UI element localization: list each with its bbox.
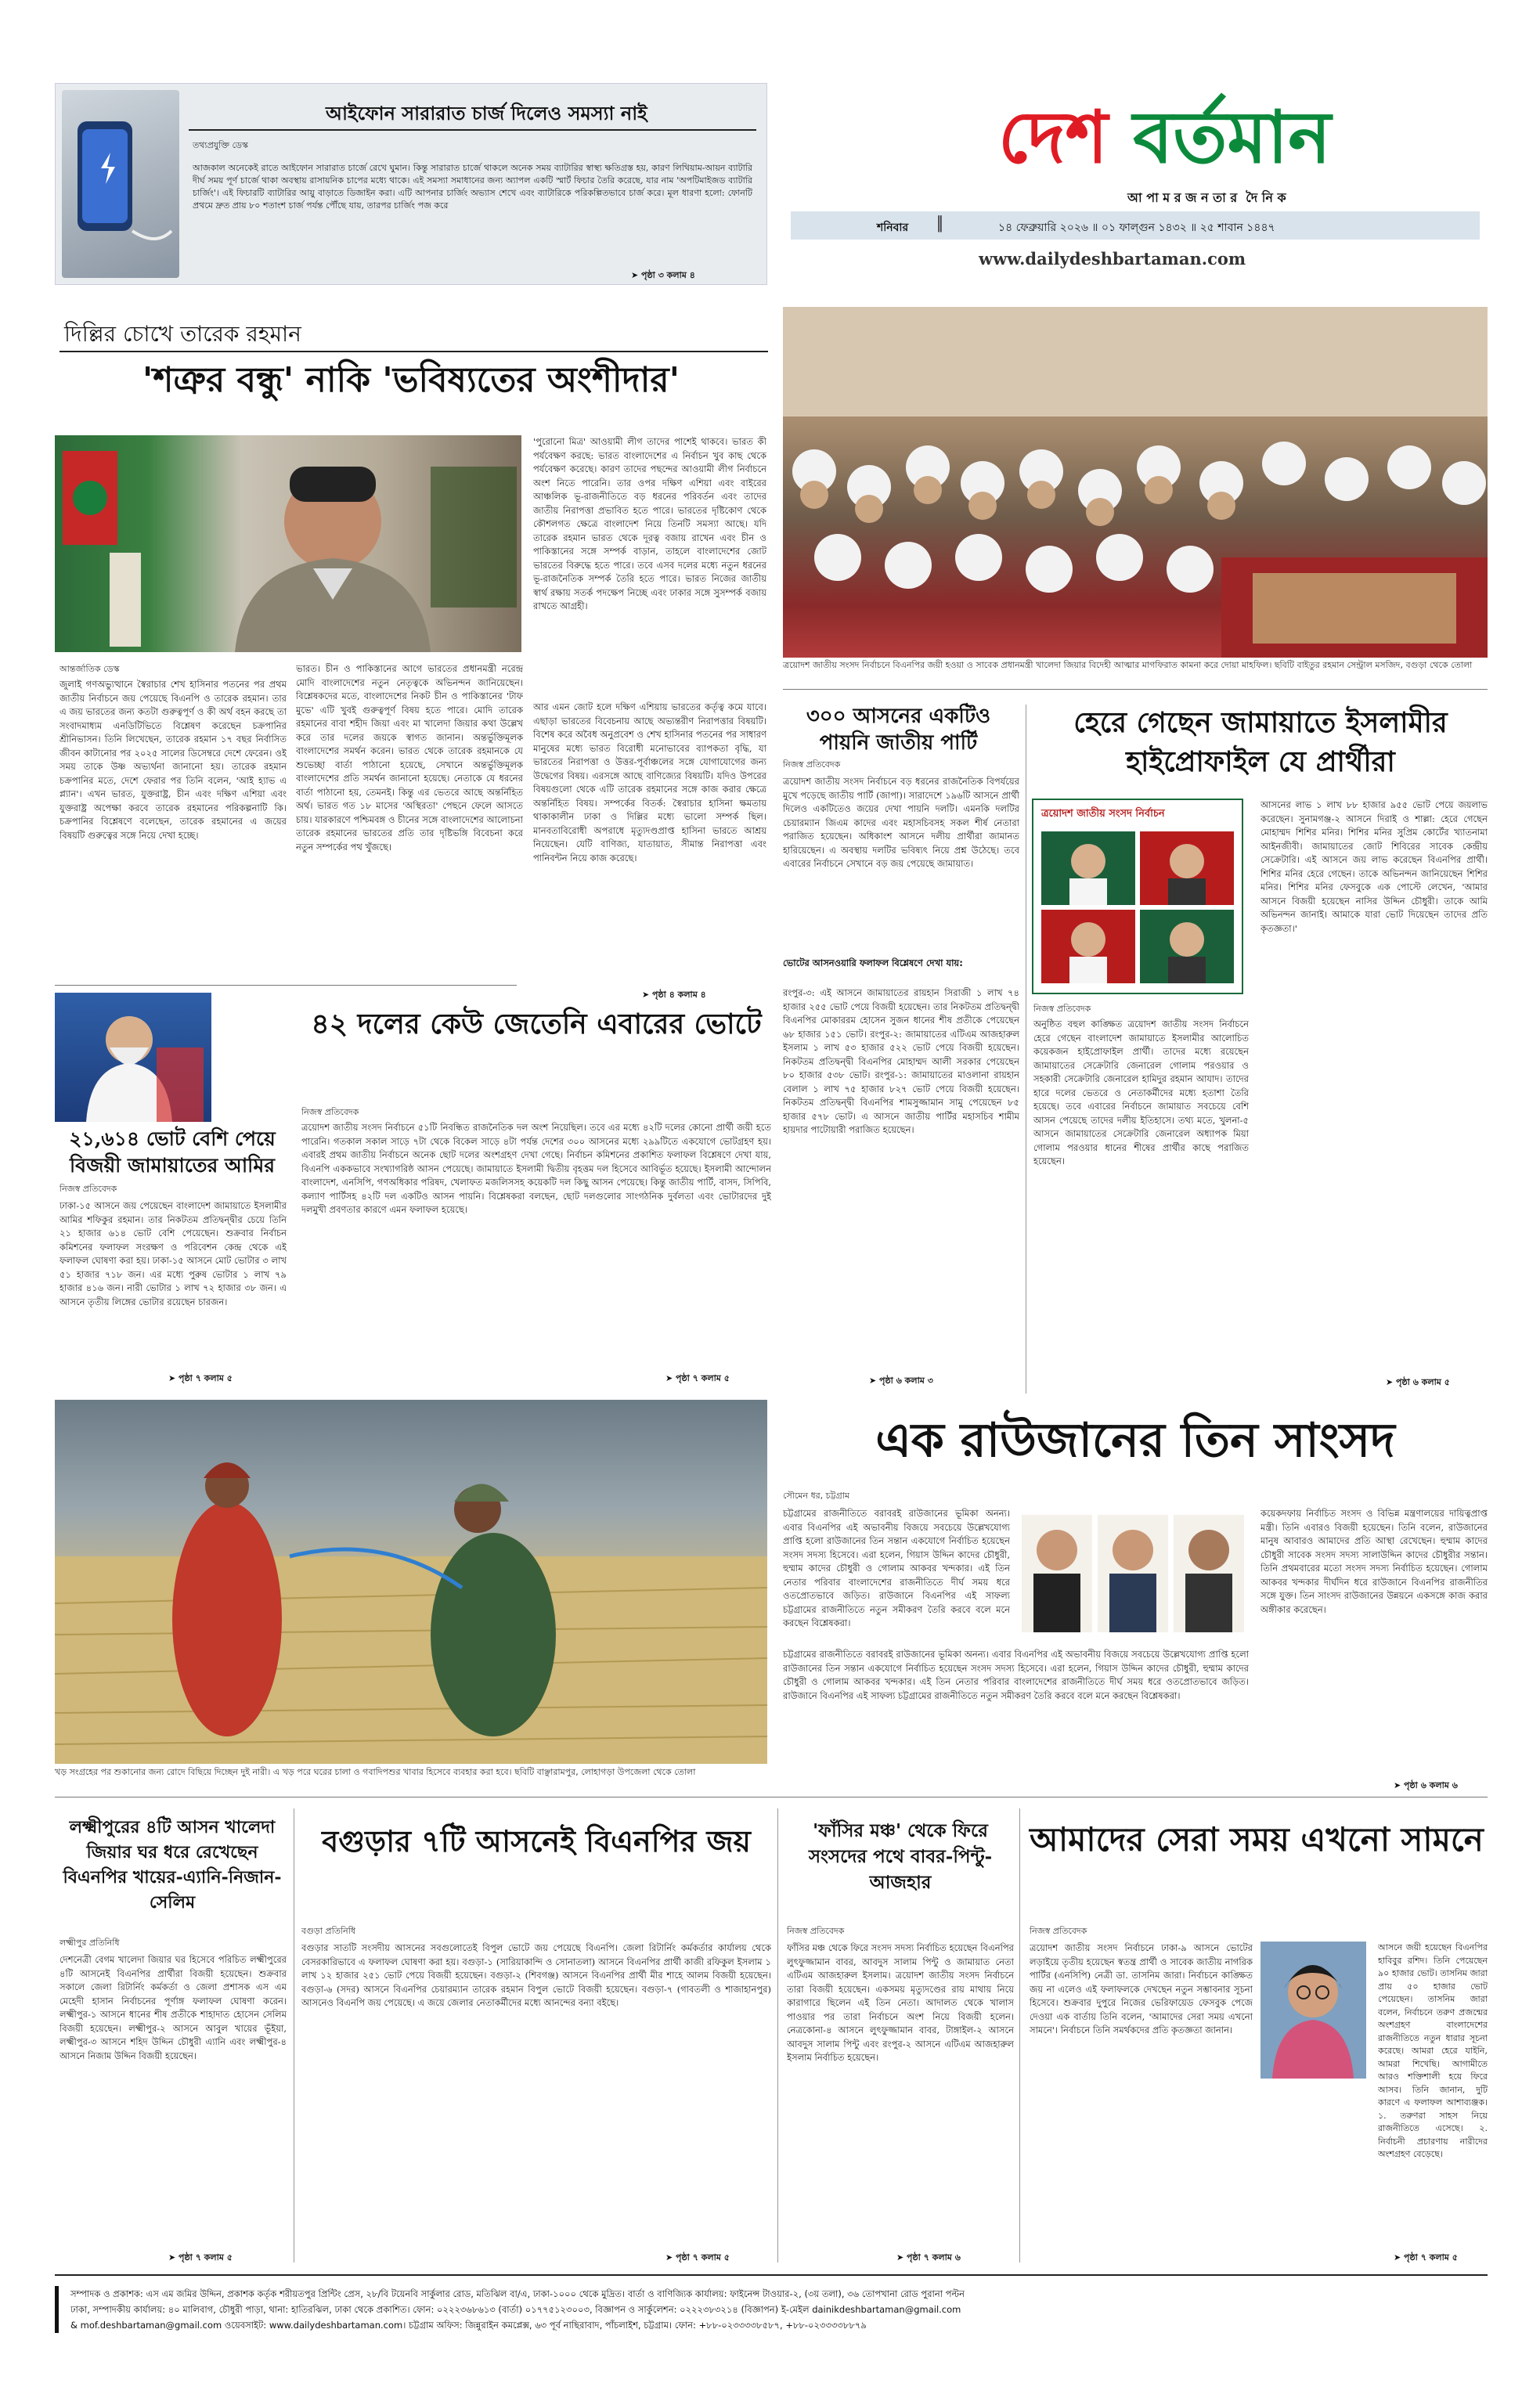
story5-headline[interactable]: ৪২ দলের কেউ জেতেনি এবারের ভোটে [311, 1008, 762, 1040]
straw-photo [55, 1400, 767, 1764]
date-bar [791, 211, 1480, 240]
story3-body2: রংপুর-৩: এই আসনে জামায়াতের রায়হান সিরাজী ১ লাখ ৭৪ হাজার ২৫৫ ভোট পেয়ে বিজয়ী হয়েছেন। তার নিকটতম প্রতিদ্বন্দ্বী বিএনপির মোকাররম হোসেন সুজন ধানের শীষ প্রতীকে পেয়েছেন ৬৮ হাজার ১৫১ ভোট। রংপুর-২: জামায়াতের এটিএম আজহারুল ইসলাম ১ লাখ ৫৩ হাজার ৫২২ ভোট পেয়ে বিজয়ী হয়েছেন। নিকটতম প্রতিদ্বন্দ্বী বিএনপির মোহাম্মদ আলী সরকার পেয়েছেন ৮০ হাজার ৫৩৮ ভোট। রংপুর-১: জামায়াতের মাওলানা রায়হান বেলাল ১ লাখ ৭৫ হাজার ৮২৭ ভোট পেয়ে বিজয়ী হয়েছেন। নিকটতম প্রতিদ্বন্দ্বী বিএনপির শামসুজ্জামান সামু পেয়েছেন ৮৫ হাজার ৫৭৮ ভোট। এ আসনে জাতীয় পার্টির মহাসচিব শামীম হায়দার পাটোয়ারী পরাজিত হয়েছেন। [783, 987, 1019, 1135]
story9-headline[interactable]: বগুড়ার ৭টি আসনেই বিএনপির জয় [322, 1823, 751, 1859]
raozan-mps-photo [1022, 1507, 1245, 1640]
footer-rule [55, 2274, 1488, 2276]
amir-photo [55, 993, 211, 1122]
story7-jump-text: পৃষ্ঠা ৬ কলাম ৬ [1404, 1780, 1458, 1790]
story1-kicker: দিল্লির চোখে তারেক রহমান [64, 321, 301, 347]
story10-headline[interactable]: 'ফাঁসির মঞ্চ' থেকে ফিরে সংসদের পথে বাবর-পিন্টু-আজহার [808, 1820, 993, 1893]
logo [998, 94, 1452, 188]
logo-bartaman: বর্তমান [1133, 95, 1332, 179]
teaser-jump[interactable]: ➤ পৃষ্ঠা ৩ কলাম ৪ [631, 270, 695, 280]
story5-jump[interactable]: ➤ পৃষ্ঠা ৭ কলাম ৫ [665, 1373, 730, 1383]
story10-jump[interactable]: ➤ পৃষ্ঠা ৭ কলাম ৬ [896, 2252, 961, 2263]
story4-col2: আসনের লাভ ১ লাখ ৮৮ হাজার ৯৫৫ ভোট পেয়ে জয়লাভ করেছেন। সুনামগঞ্জ-২ আসনে দিরাই ও শাল্লা: হেরে গেছেন মোহাম্মদ শিশির মনির। শিশির মনির সুপ্রিম কোর্টের খ্যাতনামা আইনজীবী। জামায়াতের জোট শিবিরের সাবেক কেন্দ্রীয় সেক্রেটারি। এই আসনে জয় লাভ করেছেন বিএনপির প্রার্থী। শিশির মনির হেরে গেছেন। তাকে অভিনন্দন জানিয়েছেন শিশির মনির। শিশির মনির ফেসবুকে এক পোস্টে লেখেন, 'আমার আসনে বিজয়ী হয়েছেন নাসির উদ্দিন চৌধুরী। তাকে আমি অভিনন্দন জানাই। আমাকে যারা ভোট দিয়েছেন তাদের প্রতি কৃতজ্ঞতা।' [1260, 799, 1488, 934]
story11-col2: আসনে জয়ী হয়েছেন বিএনপির হাবিবুর রশিদ। তিনি পেয়েছেন ৯০ হাজার ভোট। তাসনিম জারা প্রায় ৫০ হাজার ভোট পেয়েছেন। তাসনিম জারা বলেন, নির্বাচনে তরুণ প্রজন্মের অংশগ্রহণ বাংলাদেশের রাজনীতিতে নতুন ধারার সূচনা করেছে। আমরা হেরে যাইনি, আমরা শিখেছি। আগামীতে আরও শক্তিশালী হয়ে ফিরে আসব। তিনি জানান, দুটি কারণে এ ফলাফল আশাব্যঞ্জক। ১. তরুণরা সাহস নিয়ে রাজনীতিতে এসেছে। ২. নির্বাচনী প্রচারণায় নারীদের অংশগ্রহণ বেড়েছে। [1378, 1942, 1488, 2159]
footer-line3: & mof.deshbartaman@gmail.com ওয়েবসাইট: www.dailydeshbartaman.com। চট্টগ্রাম অফিস: জিন্নুরাইন কমপ্লেক্স, ৬৩ পূর্ব নাছিরাবাদ, পাঁচলাইশ, চট্টগ্রাম। ফোন: +৮৮-০২৩৩৩৩৮৫৮৭, +৮৮-০২৩৩৩৩৮৮৭৯ [70, 2320, 867, 2331]
story11-headline[interactable]: আমাদের সেরা সময় এখনো সামনে [1030, 1820, 1484, 1859]
story4-jump[interactable]: ➤ পৃষ্ঠা ৬ কলাম ৫ [1386, 1377, 1450, 1387]
story9-byline: বগুড়া প্রতিনিধি [301, 1926, 356, 1936]
election-graphic [1032, 799, 1243, 994]
story6-headline[interactable]: ২১,৬১৪ ভোট বেশি পেয়ে বিজয়ী জামায়াতের আমির [69, 1127, 276, 1177]
story1-col3: 'পুরোনো মিত্র' আওয়ামী লীগ তাদের পাশেই থাকবে। ভারত কী পর্যবেক্ষণ করছে: ভারত বাংলাদেশের এ নির্বাচন খুব কাছ থেকে পর্যবেক্ষণ করেছে। কারণ তাদের পছন্দের আওয়ামী লীগ নির্বাচনে অংশ নিতে পারেনি। তার ওপর দক্ষিণ এশিয়া এবং বাইরের আঞ্চলিক ভূ-রাজনীতিতে বড় ধরনের পরিবর্তন এবং তাদের জাতীয় নিরাপত্তা প্রভাবিত হতে পারে। ভারতের দৃষ্টিকোণ থেকে কৌশলগত ক্ষেত্রে বাংলাদেশ নিয়ে তিনটি সমস্যা আছে। যদি তারেক রহমান ভারত থেকে দূরত্ব বজায় রাখেন এবং চীন ও পাকিস্তানের সঙ্গে সম্পর্ক বাড়ান, তাহলে বাংলাদেশের জোট ভারতের বিরুদ্ধে হতে পারে। তবে এসব দলের মধ্যে নতুন ধরনের ভূ-রাজনৈতিক সম্পর্ক তৈরি হতে পারে। ভারত নিজের জাতীয় স্বার্থ রক্ষায় সতর্ক পদক্ষেপ নিচ্ছে এবং ঢাকার সঙ্গে সুসম্পর্ক বজায় রাখতে আগ্রহী। [533, 436, 766, 611]
teaser-desk: তথ্যপ্রযুক্তি ডেস্ক [193, 140, 248, 150]
story6-jump[interactable]: ➤ পৃষ্ঠা ৭ কলাম ৫ [168, 1373, 233, 1383]
story8-byline: লক্ষ্মীপুর প্রতিনিধি [60, 1938, 120, 1948]
story7-col1b: চট্টগ্রামের রাজনীতিতে বরাবরই রাউজানের ভূমিকা অনন্য। এবার বিএনপির এই অভাবনীয় বিজয়ে সবচেয়ে উল্লেখযোগ্য প্রাপ্তি হলো রাউজানের তিন সন্তান একযোগে নির্বাচিত হয়েছেন সংসদ সদস্য হিসেবে। এরা হলেন, গিয়াস উদ্দিন কাদের চৌধুরী, হুম্মাম কাদের চৌধুরী ও গোলাম আকবর খন্দকার। এই তিন নেতার পরিবার বাংলাদেশের রাজনীতিতে দীর্ঘ সময় ধরে ওতপ্রোতভাবে জড়িত। রাউজানে বিএনপির এই সাফল্য চট্টগ্রামের রাজনীতিতে নতুন সমীকরণ তৈরি করবে বলে মনে করছেন বিশ্লেষকরা। [783, 1649, 1249, 1701]
story5-body: ত্রয়োদশ জাতীয় সংসদ নির্বাচনে ৫১টি নিবন্ধিত রাজনৈতিক দল অংশ নিয়েছিল। তবে এর মধ্যে ৪২টি দলের কোনো প্রার্থী জয়ী হতে পারেনি। গতকাল সকাল সাড়ে ৭টা থেকে বিকেল সাড়ে ৪টা পর্যন্ত দেশের ৩০০ আসনের মধ্যে ২৯৯টিতে একযোগে ভোটগ্রহণ হয়। এবারই প্রথম জাতীয় নির্বাচনে অনেক ছোট দলের অংশগ্রহণ দেখা গেছে। নির্বাচন কমিশনের প্রকাশিত ফলাফল বিশ্লেষণে দেখা যায়, বিএনপি এককভাবে সংখ্যাগরিষ্ঠ আসন পেয়েছে। জামায়াতে ইসলামী দ্বিতীয় বৃহত্তম দল হিসেবে আবির্ভূত হয়েছে। ইসলামী আন্দোলন বাংলাদেশ, এনসিপি, গণঅধিকার পরিষদ, খেলাফত মজলিসসহ কয়েকটি দল কিছু আসন পেয়েছে। কিন্তু জাতীয় পার্টি, বাসদ, সিপিবি, কল্যাণ পার্টিসহ ৪২টি দল একটিও আসন পায়নি। বিশ্লেষকরা বলছেন, ছোট দলগুলোর সাংগঠনিক দুর্বলতা এবং ভোটারদের দুই দলমুখী প্রবণতার কারণে এমন ফলাফল হয়েছে। [301, 1122, 771, 1215]
story5-jump-text: পৃষ্ঠা ৭ কলাম ৫ [676, 1373, 730, 1383]
story7-col1a: চট্টগ্রামের রাজনীতিতে বরাবরই রাউজানের ভূমিকা অনন্য। এবার বিএনপির এই অভাবনীয় বিজয়ে সবচেয়ে উল্লেখযোগ্য প্রাপ্তি হলো রাউজানের তিন সন্তান একযোগে নির্বাচিত হয়েছেন সংসদ সদস্য হিসেবে। এরা হলেন, গিয়াস উদ্দিন কাদের চৌধুরী, হুম্মাম কাদের চৌধুরী ও গোলাম আকবর খন্দকার। এই তিন নেতার পরিবার বাংলাদেশের রাজনীতিতে দীর্ঘ সময় ধরে ওতপ্রোতভাবে জড়িত। রাউজানে বিএনপির এই সাফল্য চট্টগ্রামের রাজনীতিতে নতুন সমীকরণ তৈরি করবে বলে মনে করছেন বিশ্লেষকরা। [783, 1508, 1010, 1628]
story4-byline: নিজস্ব প্রতিবেদক [1033, 1004, 1091, 1014]
date-sep: ║ [936, 216, 944, 233]
vrule-4 [1019, 1808, 1020, 2263]
mosque-photo [783, 307, 1488, 658]
story3-jump-text: পৃষ্ঠা ৬ কলাম ৩ [879, 1376, 933, 1386]
mid-rule-1 [783, 689, 1488, 690]
story3-jump[interactable]: ➤ পৃষ্ঠা ৬ কলাম ৩ [869, 1376, 933, 1386]
story11-col1: ত্রয়োদশ জাতীয় সংসদ নির্বাচনে ঢাকা-৯ আসনে ভোটের লড়াইয়ে তৃতীয় হয়েছেন স্বতন্ত্র প্রার্থী ও সাবেক জাতীয় নাগরিক পার্টির (এনসিপি) নেত্রী ডা. তাসনিম জারা। নির্বাচনে কাঙ্ক্ষিত জয় না এলেও এই ফলাফলকে দেখছেন নতুন সম্ভাবনার সূচনা হিসেবে। শুক্রবার দুপুরে নিজের ভেরিফায়েড ফেসবুক পেজে দেওয়া এক বার্তায় তিনি বলেন, 'আমাদের সেরা সময় এখনো সামনে'। নির্বাচনে তিনি সমর্থকদের প্রতি কৃতজ্ঞতা জানান। [1030, 1942, 1253, 2035]
left-rule-2 [55, 985, 517, 986]
story1-col1: জুলাই গণঅভ্যুত্থানে স্বৈরাচার শেখ হাসিনার পতনের পর প্রথম জাতীয় নির্বাচনে জয় পেয়েছে বিএনপি ও তারেক রহমান। তার এ জয় ভারতের জন্য কতটা গুরুত্বপূর্ণ ও কী অর্থ বহন করছে তা সংবাদমাধ্যম এনডিটিভিতে বিশ্লেষণ করেছেন চক্রপানির শ্রীনিভাসন। তিনি লিখেছেন, তারেক রহমান ১৭ বছর নির্বাসিত জীবন কাটানোর পর ২০২৫ সালের ডিসেম্বরে দেশে ফেরেন। ওই সময় তাকে উষ্ণ অভ্যর্থনা জানানো হয়। তারেক রহমান চক্রপানির মতে, দেশে ফেরার পর তিনি বলেন, 'আই হ্যাভ এ প্ল্যান'। এখন ভারত, যুক্তরাষ্ট্র, চীন এবং দক্ষিণ এশিয়া এবং যুক্তরাষ্ট্র অপেক্ষা করবে তারেক রহমানের পরিকল্পনাটি কি। চক্রপানির বিশ্লেষণে বলেছেন, তারেক রহমানের এ জয়ের বিষয়টি গুরুত্বের সঙ্গে নিয়ে দেখা হচ্ছে। [60, 679, 287, 841]
story9-body: বগুড়ার সাতটি সংসদীয় আসনের সবগুলোতেই বিপুল ভোটে জয় পেয়েছে বিএনপি। জেলা রিটার্নিং কর্মকর্তার কার্যালয় থেকে বেসরকারিভাবে এ ফলাফল ঘোষণা করা হয়। বগুড়া-১ (সারিয়াকান্দি ও সোনাতলা) আসনে বিএনপির প্রার্থী কাজী রফিকুল ইসলাম ১ লাখ ১২ হাজার ২৫১ ভোট পেয়ে বিজয়ী হয়েছেন। বগুড়া-২ (শিবগঞ্জ) আসনে বিএনপির প্রার্থী মীর শাহে আলম বিজয়ী হয়েছেন। বগুড়া-৬ (সদর) আসনে বিএনপির চেয়ারম্যান তারেক রহমান বিপুল ভোটে বিজয়ী হয়েছেন। বগুড়া-৭ (গাবতলী ও শাজাহানপুর) আসনেও বিএনপি জয় পেয়েছে। এ জয়ে জেলার নেতাকর্মীদের মধ্যে আনন্দের বন্যা বইছে। [301, 1942, 771, 2008]
website[interactable]: www.dailydeshbartaman.com [979, 249, 1246, 269]
election-graphic-title: ত্রয়োদশ জাতীয় সংসদ নির্বাচন [1041, 808, 1165, 820]
story1-desk: আন্তর্জাতিক ডেস্ক [60, 664, 120, 674]
footer-line1: সম্পাদক ও প্রকাশক: এস এম জমির উদ্দিন, প্রকাশক কর্তৃক শরীয়তপুর প্রিন্টিং প্রেস, ২৮/বি টয়েনবি সার্কুলার রোড, মতিঝিল বা/এ, ঢাকা-১০০০ থেকে মুদ্রিত। বার্তা ও বাণিজ্যিক কার্যালয়: ফাইনেন্স টাওয়ার-২, (৩য় তলা), ৩৬ তোপখানা রোড পুরানা পল্টন [70, 2288, 965, 2299]
footer-line2: ঢাকা, সম্পাদকীয় কার্যালয়: ৪০ মালিবাগ, চৌধুরী পাড়া, থানা: হাতিরঝিল, ঢাকা থেকে প্রকাশিত। ফোন: ০২২২৩৬৮৬১৩ (বার্তা) ০১৭৭৫১২৩০০৩, বিজ্ঞাপন ও সার্কুলেশন: ০২২২৩৮৩২১৪ (বিজ্ঞাপন) ই-মেইল dainikdeshbartaman@gmail.com [70, 2304, 961, 2315]
story10-jump-text: পৃষ্ঠা ৭ কলাম ৬ [907, 2252, 961, 2263]
story1-jump[interactable]: ➤ পৃষ্ঠা ৪ কলাম ৪ [642, 990, 706, 1000]
tarique-photo [55, 435, 521, 652]
story6-body: ঢাকা-১৫ আসনে জয় পেয়েছেন বাংলাদেশ জামায়াতে ইসলামীর আমির শফিকুর রহমান। তার নিকটতম প্রতিদ্বন্দ্বীর চেয়ে তিনি ২১ হাজার ৬১৪ ভোট বেশি পেয়েছেন। শুক্রবার নির্বাচন কমিশনের ফলাফল সংরক্ষণ ও পরিবেশন কেন্দ্র থেকে এই ফলাফল ঘোষণা করা হয়। ঢাকা-১৫ আসনে মোট ভোটার ৩ লাখ ৫১ হাজার ৭১৮ জন। এর মধ্যে পুরুষ ভোটার ১ লাখ ৭৯ হাজার ৪১৬ জন। নারী ভোটার ১ লাখ ৭২ হাজার ৩৮ জন। এ আসনে তৃতীয় লিঙ্গের ভোটার রয়েছেন চারজন। [60, 1200, 287, 1307]
story3-headline[interactable]: ৩০০ আসনের একটিও পায়নি জাতীয় পার্টি [806, 705, 991, 755]
logo-desh: দেশ [998, 95, 1109, 179]
story10-byline: নিজস্ব প্রতিবেদক [787, 1926, 845, 1936]
story7-headline[interactable]: এক রাউজানের তিন সাংসদ [875, 1413, 1395, 1468]
kicker-rule [60, 351, 768, 352]
vrule-3 [777, 1808, 778, 2263]
story3-byline: নিজস্ব প্রতিবেদক [783, 759, 841, 770]
teaser-rule [189, 129, 756, 131]
story9-jump[interactable]: ➤ পৃষ্ঠা ৭ কলাম ৫ [665, 2252, 730, 2263]
story8-body: দেশনেত্রী বেগম খালেদা জিয়ার ঘর হিসেবে পরিচিত লক্ষ্মীপুরের ৪টি আসনেই বিএনপির প্রার্থীরা বিজয়ী হয়েছেন। শুক্রবার সকালে জেলা রিটার্নিং কর্মকর্তা ও জেলা প্রশাসক এস এম মেহেদী হাসান নির্বাচনের পূর্ণাঙ্গ ফলাফল ঘোষণা করেন। লক্ষ্মীপুর-১ আসনে ধানের শীষ প্রতীকে শাহাদাত হোসেন সেলিম বিজয়ী হয়েছেন। লক্ষ্মীপুর-২ আসনে আবুল খায়ের ভূঁইয়া, লক্ষ্মীপুর-৩ আসনে শহিদ উদ্দিন চৌধুরী এ্যানি এবং লক্ষ্মীপুর-৪ আসনে নিজাম উদ্দিন বিজয়ী হয়েছেন। [60, 1954, 287, 2061]
tagline: আ পা ম র জ ন তা র দৈ নি ক [1127, 190, 1286, 205]
story8-headline[interactable]: লক্ষ্মীপুরের ৪টি আসন খালেদা জিয়ার ঘর ধরে রেখেছেন বিএনপির খায়ের-এ্যানি-নিজান-সেলিম [63, 1817, 282, 1913]
story6-byline: নিজস্ব প্রতিবেদক [60, 1184, 117, 1194]
story3-body: ত্রয়োদশ জাতীয় সংসদ নির্বাচনে বড় ধরনের রাজনৈতিক বিপর্যয়ের মুখে পড়েছে জাতীয় পার্টি (জাপা)। সারাদেশে ১৯৬টি আসনে প্রার্থী দিলেও একটিতেও জয়ের দেখা পায়নি দলটি। এমনকি দলটির চেয়ারম্যান জিএম কাদের এবং মহাসচিবসহ সকল শীর্ষ নেতারা পরাজিত হয়েছেন। অধিকাংশ আসনে দলীয় প্রার্থীরা জামানত হারিয়েছেন। এ অবস্থায় দলটির ভবিষ্যৎ নিয়ে প্রশ্ন উঠেছে। তবে এবারের নির্বাচনে সেখানে বড় জয় পেয়েছে জামায়াত। [783, 776, 1019, 869]
story4-jump-text: পৃষ্ঠা ৬ কলাম ৫ [1396, 1377, 1450, 1387]
teaser-jump-text: পৃষ্ঠা ৩ কলাম ৪ [641, 270, 695, 280]
date-text: ১৪ ফেব্রুয়ারি ২০২৬ ॥ ০১ ফাল্গুন ১৪৩২ ॥ ২৫ শাবান ১৪৪৭ [998, 222, 1275, 234]
tasnim-photo [1260, 1942, 1366, 2079]
story7-col2: কয়েকদফায় নির্বাচিত সংসদ ও বিভিন্ন মন্ত্রণালয়ের দায়িত্বপ্রাপ্ত মন্ত্রী। তিনি এবারও বিজয়ী হয়েছেন। তিনি বলেন, রাউজানের মানুষ আবারও আমাদের প্রতি আস্থা রেখেছেন। হুম্মাম কাদের চৌধুরী সাবেক সংসদ সদস্য সালাউদ্দিন কাদের চৌধুরীর সন্তান। তিনি প্রথমবারের মতো সংসদ সদস্য নির্বাচিত হয়েছেন। গোলাম আকবর খন্দকার দীর্ঘদিন ধরে রাউজানে বিএনপির রাজনীতির সঙ্গে যুক্ত। তিন সাংসদ রাউজানের উন্নয়নে একসঙ্গে কাজ করার অঙ্গীকার করেছেন। [1260, 1508, 1488, 1615]
mosque-caption: ত্রয়োদশ জাতীয় সংসদ নির্বাচনে বিএনপির জয়ী হওয়া ও সাবেক প্রধানমন্ত্রী খালেদা জিয়ার বিদেহী আত্মার মাগফিরাত কামনা করে দোয়া মাহফিল। ছবিটি বাইতুর রহমান সেন্ট্রাল মসজিদ, বগুড়া থেকে তোলা [783, 660, 1473, 670]
story8-jump-text: পৃষ্ঠা ৭ কলাম ৫ [179, 2252, 233, 2263]
story8-jump[interactable]: ➤ পৃষ্ঠা ৭ কলাম ৫ [168, 2252, 233, 2263]
iphone-photo [62, 90, 179, 278]
story1-col4: আর এমন জোট হলে দক্ষিণ এশিয়ায় ভারতের কর্তৃত্ব কমে যাবে। এছাড়া ভারতের বিবেচনায় আছে অভ্যন্তরীণ নিরাপত্তার বিষয়টি। বিশেষ করে অবৈধ অনুপ্রবেশ ও শেখ হাসিনার পতনের পর সাধারণ মানুষের মধ্যে ভারত বিরোধী মনোভাবের ব্যাপকতা বৃদ্ধি, যা ভারতের নিরাপত্তা ও উত্তর-পূর্বাঞ্চলের সঙ্গে যোগাযোগের জন্য উদ্বেগের বিষয়। এরসঙ্গে আছে বাণিজ্যের বিষয়টি। যদিও উপরের বিষয়গুলো থেকে এটি তারেক রহমানের সঙ্গে কাজ করার ক্ষেত্রে অন্তর্নিহিত বিষয়। সম্পর্কের বিতর্ক: স্বৈরাচার হাসিনা ক্ষমতায় থাকাকালীন ঢাকা ও দিল্লির মধ্যে ভালো সম্পর্ক ছিল। মানবতাবিরোধী অপরাধে মৃত্যুদণ্ডপ্রাপ্ত হাসিনা ভারতে আশ্রয় নিয়েছেন। যেটি বাণিজ্য, যাতায়াত, সীমান্ত নিরাপত্তা এবং পানিবন্টন নিয়ে কাজ করেছে। [533, 701, 766, 864]
story1-col2: ভারত। চীন ও পাকিস্তানের আগে ভারতের প্রধানমন্ত্রী নরেন্দ্র মোদি বাংলাদেশের নতুন নেতৃত্বকে অভিনন্দন জানিয়েছেন। বিশ্লেষকদের মতে, বাংলাদেশের নিকট চীন ও পাকিস্তানের 'টাফ মুভে' এটি খুবই গুরুত্বপূর্ণ বিষয় হতে পারে। মোদি তারেক রহমানের বাবা শহীদ জিয়া এবং মা খালেদা জিয়ার কথা উল্লেখ করে তার দলের জয়কে স্বাগত জানান। অন্তর্ভুক্তিমূলক বাংলাদেশের সমর্থন করেন। ভারত থেকে তারেক রহমানকে যে শুভেচ্ছা বার্তা পাঠানো হয়েছে, সেখানে অন্তর্ভুক্তিমূলক বাংলাদেশের প্রতি সমর্থন জানানো হয়েছে। নেতাকে যে ধরনের বার্তা পাঠানো হয়, তেমনই। কিন্তু এর ভেতরে আছে অন্তর্নিহিত অর্থ। ভারত গত ১৮ মাসের 'অস্থিরতা' পেছনে ফেলে আসতে চায়। যারকারণে পশ্চিমবঙ্গ ও চীনের সঙ্গে বাংলাদেশের আলোচনা তারেক রহমানের ভারতের প্রতি তার দৃষ্টিভঙ্গি বিবেচনা করে নতুন সম্পর্কের পথ খুঁজছে। [296, 663, 523, 853]
story4-headline[interactable]: হেরে গেছেন জামায়াতে ইসলামীর হাইপ্রোফাইল যে প্রার্থীরা [1073, 706, 1448, 778]
date-day: শনিবার [877, 222, 909, 234]
story4-col1: অনুষ্ঠিত বহুল কাঙ্ক্ষিত ত্রয়োদশ জাতীয় সংসদ নির্বাচনে হেরে গেছেন বাংলাদেশ জামায়াতে ইসলামীর আলোচিত কয়েকজন হাইপ্রোফাইল প্রার্থী। তাদের মধ্যে রয়েছেন জামায়াতের সেক্রেটারি জেনারেল গোলাম পরওয়ার ও সহকারী সেক্রেটারি জেনারেল হামিদুর রহমান আযাদ। তাদের হারে দলের ভেতরে ও নেতাকর্মীদের মধ্যে হতাশা তৈরি হয়েছে। তবে এবারের নির্বাচনে জামায়াত সবচেয়ে বেশি আসন পেয়েছে তাদের দলীয় ইতিহাসে। তথ্য মতে, খুলনা-৫ আসনে জামায়াতের সেক্রেটারি জেনারেল অধ্যাপক মিয়া গোলাম পরওয়ার ধানের শীষের প্রার্থীর কাছে পরাজিত হয়েছেন। [1033, 1019, 1249, 1166]
teaser-box[interactable] [55, 83, 767, 285]
story11-jump-text: পৃষ্ঠা ৭ কলাম ৫ [1404, 2252, 1458, 2263]
teaser-title: আইফোন সারারাত চার্জ দিলেও সমস্যা নাই [326, 102, 647, 124]
footer-bar [55, 2286, 59, 2333]
story1-headline[interactable]: 'শত্রুর বন্ধু' নাকি 'ভবিষ্যতের অংশীদার' [142, 360, 680, 400]
story11-byline: নিজস্ব প্রতিবেদক [1030, 1926, 1087, 1936]
straw-caption: খড় সংগ্রহের পর শুকানোর জন্য রোদে বিছিয়ে দিচ্ছেন দুই নারী। এ খড় পরে ঘরের চালা ও গবাদিপশুর খাবার হিসেবে ব্যবহার করা হবে। ছবিটি বাঞ্ছারামপুর, লোহাগড়া উপজেলা থেকে তোলা [55, 1767, 696, 1777]
story6-jump-text: পৃষ্ঠা ৭ কলাম ৫ [179, 1373, 233, 1383]
teaser-body: আজকাল অনেকেই রাতে আইফোন সারারাত চার্জে রেখে ঘুমান। কিন্তু সারারাত চার্জে থাকলে অনেক সময় ব্যাটারির স্বাস্থ্য ক্ষতিগ্রস্ত হয়, কারণ লিথিয়াম-আয়ন ব্যাটারি দীর্ঘ সময় পূর্ণ চার্জে থাকা অবস্থায় রাসায়নিক চাপের মধ্যে থাকে। এই সমস্যা সমাধানের জন্য অ্যাপল একটি স্মার্ট ফিচার তৈরি করেছে, যার নাম 'অপটিমাইজড ব্যাটারি চার্জিং'। এই ফিচারটি ব্যাটারির আয়ু বাড়াতে ডিজাইন করা। এটি আপনার চার্জিং অভ্যাস শেখে এবং ব্যাটারিকে পরিকল্পিতভাবে চার্জ করে। মূল ধারণা হলো: ফোনটি প্রথমে দ্রুত প্রায় ৮০ শতাংশ চার্জ পর্যন্ত পৌঁছে যায়, তারপর চার্জিং পজ করে [193, 163, 752, 211]
story3-sub: ভোটের আসনওয়ারি ফলাফল বিশ্লেষণে দেখা যায়: [783, 957, 963, 968]
story7-jump[interactable]: ➤ পৃষ্ঠা ৬ কলাম ৬ [1394, 1780, 1458, 1790]
story5-byline: নিজস্ব প্রতিবেদক [301, 1107, 359, 1117]
story11-jump[interactable]: ➤ পৃষ্ঠা ৭ কলাম ৫ [1394, 2252, 1458, 2263]
story1-jump-text: পৃষ্ঠা ৪ কলাম ৪ [652, 990, 706, 1000]
story9-jump-text: পৃষ্ঠা ৭ কলাম ৫ [676, 2252, 730, 2263]
story10-body: ফাঁসির মঞ্চ থেকে ফিরে সংসদ সদস্য নির্বাচিত হয়েছেন বিএনপির লুৎফুজ্জামান বাবর, আবদুস সালাম পিন্টু ও জামায়াত নেতা এটিএম আজহারুল ইসলাম। ত্রয়োদশ জাতীয় সংসদ নির্বাচনে তারা বিজয়ী হয়েছেন। একসময় মৃত্যুদণ্ডের রায় মাথায় নিয়ে কারাগারে ছিলেন এই তিন নেতা। আদালত থেকে খালাস পাওয়ার পর তারা নির্বাচনে অংশ নিয়ে বিজয়ী হলেন। নেত্রকোনা-৪ আসনে লুৎফুজ্জামান বাবর, টাঙ্গাইল-২ আসনে আবদুস সালাম পিন্টু এবং রংপুর-২ আসনে এটিএম আজহারুল ইসলাম নির্বাচিত হয়েছেন। [787, 1942, 1014, 2063]
story7-byline: সৌমেন ধর, চট্টগ্রাম [783, 1491, 850, 1501]
